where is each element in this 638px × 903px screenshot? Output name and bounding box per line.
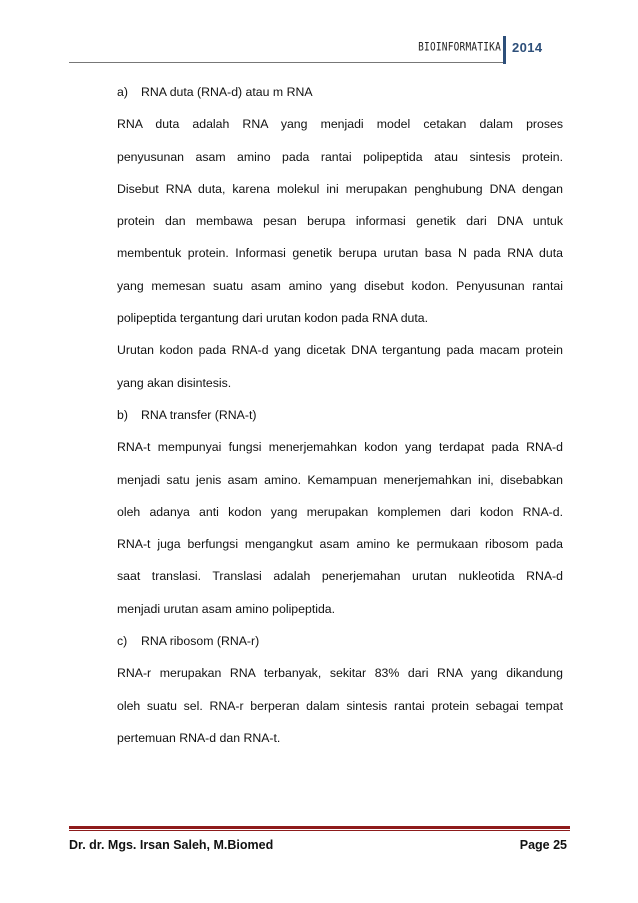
- list-item-heading: [117, 625, 563, 657]
- paragraph-line: oleh adanya anti kodon yang merupakan komplemen dari kodon RNA-d.: [117, 504, 563, 519]
- footer-rule: [69, 826, 570, 829]
- paragraph-line: RNA duta adalah RNA yang menjadi model cetakan dalam proses: [117, 117, 563, 132]
- paragraph-line: yang memesan suatu asam amino yang disebut kodon. Penyusunan rantai: [117, 278, 563, 293]
- paragraph-line: Urutan kodon pada RNA-d yang dicetak DNA tergantung pada macam protein: [117, 343, 563, 358]
- paragraph-line: penyusunan asam amino pada rantai polipeptida atau sintesis protein.: [117, 149, 563, 164]
- paragraph-line: protein dan membawa pesan berupa informasi genetik dari DNA untuk: [117, 214, 563, 229]
- paragraph-line: RNA-r merupakan RNA terbanyak, sekitar 83% dari RNA yang dikandung: [117, 666, 563, 681]
- footer-rule-thin: [69, 830, 570, 831]
- list-heading-text: RNA duta (RNA-d) atau m RNA: [141, 85, 313, 99]
- paragraph-line: membentuk protein. Informasi genetik berupa urutan basa N pada RNA duta: [117, 246, 563, 261]
- header-separator: [503, 36, 506, 64]
- paragraph-line: RNA-t mempunyai fungsi menerjemahkan kodon yang terdapat pada RNA-d: [117, 440, 563, 455]
- footer-page-number: Page 25: [519, 838, 567, 852]
- paragraph-line: polipeptida tergantung dari urutan kodon pada RNA duta.: [117, 311, 429, 326]
- header-year: 2014: [512, 40, 543, 55]
- paragraph-line: yang akan disintesis.: [117, 375, 232, 390]
- list-heading-text: RNA transfer (RNA-t): [141, 407, 257, 422]
- paragraph-line: oleh suatu sel. RNA-r berperan dalam sintesis rantai protein sebagai tempat: [117, 698, 563, 713]
- header-rule: [69, 62, 503, 63]
- list-marker: b): [117, 407, 128, 422]
- list-marker: c): [117, 634, 128, 649]
- paragraph-line: saat translasi. Translasi adalah penerjemahan urutan nukleotida RNA-d: [117, 569, 563, 584]
- list-item-heading: [117, 76, 563, 108]
- body-text: [117, 76, 563, 754]
- paragraph-line: menjadi urutan asam amino polipeptida.: [117, 601, 336, 616]
- footer-author: Dr. dr. Mgs. Irsan Saleh, M.Biomed: [69, 838, 274, 852]
- list-item-heading: [117, 399, 563, 431]
- list-marker: a): [117, 85, 128, 99]
- paragraph-line: pertemuan RNA-d dan RNA-t.: [117, 730, 281, 745]
- paragraph-line: Disebut RNA duta, karena molekul ini merupakan penghubung DNA dengan: [117, 181, 563, 196]
- paragraph-line: RNA-t juga berfungsi mengangkut asam amino ke permukaan ribosom pada: [117, 537, 563, 552]
- paragraph-line: menjadi satu jenis asam amino. Kemampuan menerjemahkan ini, disebabkan: [117, 472, 563, 487]
- list-heading-text: RNA ribosom (RNA-r): [141, 634, 260, 649]
- header-title: BIOINFORMATIKA: [418, 40, 501, 55]
